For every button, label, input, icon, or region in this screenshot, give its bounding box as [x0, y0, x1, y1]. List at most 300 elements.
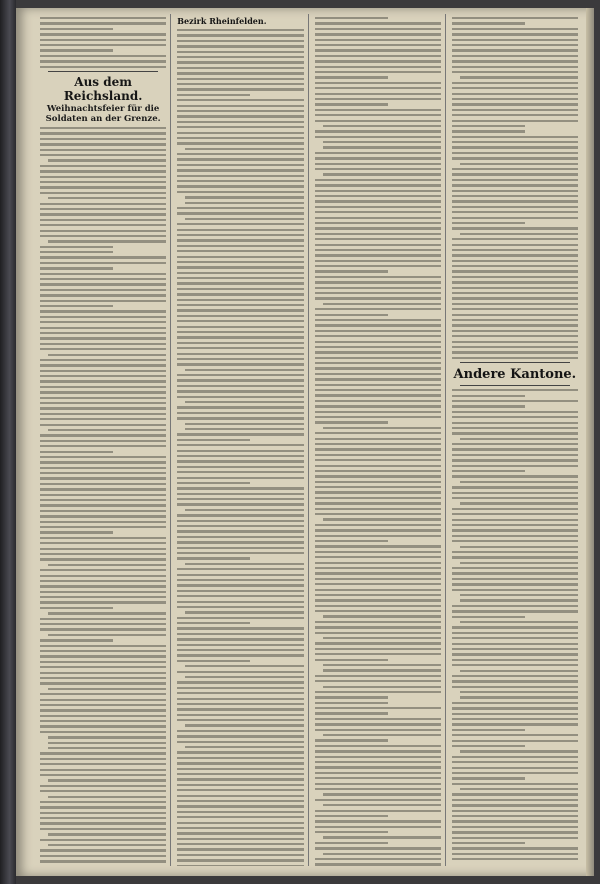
- text-line: [315, 610, 441, 612]
- text-line: [315, 750, 441, 752]
- text-line: [177, 439, 250, 441]
- text-line: [315, 120, 441, 122]
- text-line: [40, 33, 166, 35]
- text-line: [452, 567, 578, 569]
- text-columns: [40, 14, 582, 866]
- section-subheading: Weihnachtsfeier für die Soldaten an der Grenze.: [45, 104, 161, 124]
- text-line: [177, 374, 303, 376]
- text-line: [177, 547, 303, 549]
- text-line: [40, 397, 166, 399]
- text-line: [452, 136, 578, 138]
- text-line: [315, 551, 441, 553]
- text-line: [323, 804, 441, 806]
- text-line: [452, 190, 578, 192]
- text-line: [40, 186, 166, 188]
- text-line: [40, 661, 166, 663]
- text-line: [452, 804, 578, 806]
- text-line: [40, 763, 166, 765]
- text-line: [177, 212, 303, 214]
- text-line: [452, 815, 578, 817]
- text-line: [315, 217, 441, 219]
- text-line: [177, 579, 303, 581]
- text-line: [315, 712, 388, 714]
- text-line: [40, 154, 166, 156]
- text-line: [323, 518, 441, 520]
- text-line: [315, 745, 441, 747]
- text-line: [185, 746, 303, 748]
- text-line: [177, 601, 303, 603]
- text-line: [315, 653, 441, 655]
- text-line: [40, 28, 113, 30]
- text-line: [177, 768, 303, 770]
- text-line: [177, 51, 303, 53]
- text-line: [40, 127, 166, 129]
- text-line: [315, 632, 441, 634]
- text-line: [315, 109, 441, 111]
- text-line: [185, 563, 303, 565]
- text-line: [177, 714, 303, 716]
- text-line: [452, 238, 578, 240]
- text-line: [452, 303, 578, 305]
- text-line: [452, 777, 525, 779]
- text-line: [452, 702, 578, 704]
- text-line: [185, 611, 303, 613]
- text-line: [452, 508, 578, 510]
- text-line: [177, 811, 303, 813]
- text-line: [315, 276, 441, 278]
- text-line: [40, 44, 166, 46]
- text-line: [315, 98, 441, 100]
- text-line: [177, 331, 303, 333]
- text-line: [315, 599, 441, 601]
- text-line: [315, 475, 441, 477]
- text-line: [40, 246, 113, 248]
- text-line: [48, 240, 166, 242]
- text-line: [40, 418, 166, 420]
- text-line: [177, 530, 303, 532]
- text-line: [40, 138, 166, 140]
- text-line: [452, 103, 578, 105]
- text-line: [452, 432, 578, 434]
- text-line: [452, 114, 578, 116]
- text-line: [177, 390, 303, 392]
- text-line: [177, 72, 303, 74]
- text-line: [315, 556, 441, 558]
- text-line: [40, 488, 166, 490]
- text-line: [40, 655, 166, 657]
- text-line: [452, 605, 578, 607]
- text-line: [185, 218, 303, 220]
- text-line: [452, 772, 578, 774]
- text-line: [177, 719, 303, 721]
- text-line: [315, 448, 441, 450]
- text-line: [177, 832, 303, 834]
- text-line: [315, 22, 441, 24]
- text-line: [315, 373, 441, 375]
- text-line: [177, 288, 303, 290]
- text-line: [315, 502, 441, 504]
- text-line: [315, 400, 441, 402]
- text-line: [48, 354, 166, 356]
- text-line: [40, 170, 166, 172]
- text-line: [452, 675, 578, 677]
- text-line: [315, 222, 441, 224]
- text-line: [40, 860, 166, 862]
- text-line: [452, 389, 578, 391]
- text-line: [315, 341, 441, 343]
- text-line: [460, 594, 578, 596]
- text-line: [177, 347, 303, 349]
- text-line: [315, 195, 441, 197]
- text-line: [40, 639, 113, 641]
- text-line: [177, 838, 303, 840]
- text-line: [177, 703, 303, 705]
- text-line: [452, 648, 578, 650]
- text-line: [315, 297, 441, 299]
- text-line: [452, 745, 525, 747]
- text-line: [177, 762, 303, 764]
- text-line: [315, 605, 441, 607]
- text-line: [452, 729, 525, 731]
- text-line: [40, 386, 166, 388]
- text-line: [177, 784, 303, 786]
- text-line: [40, 262, 166, 264]
- text-line: [452, 448, 578, 450]
- text-line: [323, 853, 441, 855]
- text-line: [452, 465, 578, 467]
- text-line: [452, 330, 578, 332]
- text-line: [177, 239, 303, 241]
- text-line: [452, 583, 578, 585]
- text-line: [177, 627, 303, 629]
- text-line: [40, 337, 166, 339]
- text-line: [452, 616, 525, 618]
- text-line: [177, 568, 303, 570]
- text-line: [40, 548, 166, 550]
- text-line: [40, 143, 166, 145]
- book-binding: [0, 0, 16, 884]
- text-line: [40, 585, 166, 587]
- text-line: [323, 173, 441, 175]
- text-line: [452, 319, 578, 321]
- text-line: [460, 481, 578, 483]
- text-line: [40, 526, 166, 528]
- text-line: [177, 282, 303, 284]
- text-line: [452, 519, 578, 521]
- text-line: [452, 767, 578, 769]
- text-line: [177, 207, 303, 209]
- text-line: [323, 686, 441, 688]
- text-line: [40, 192, 166, 194]
- text-line: [177, 525, 303, 527]
- text-line: [40, 273, 166, 275]
- text-line: [177, 175, 303, 177]
- text-line: [452, 308, 578, 310]
- text-line: [452, 17, 578, 19]
- text-line: [315, 28, 441, 30]
- text-line: [315, 826, 441, 828]
- text-line: [452, 718, 578, 720]
- text-line: [177, 137, 303, 139]
- text-line: [315, 130, 441, 132]
- text-line: [48, 612, 166, 614]
- text-line: [48, 796, 166, 798]
- text-line: [323, 141, 441, 143]
- text-line: [452, 454, 578, 456]
- text-line: [177, 277, 303, 279]
- text-line: [40, 472, 166, 474]
- text-line: [40, 672, 166, 674]
- text-line: [40, 558, 166, 560]
- text-line: [177, 557, 250, 559]
- text-line: [452, 22, 525, 24]
- text-line: [40, 569, 166, 571]
- text-line: [315, 405, 441, 407]
- text-line: [452, 152, 578, 154]
- text-line: [315, 459, 441, 461]
- text-line: [315, 270, 388, 272]
- text-line: [452, 276, 578, 278]
- text-line: [452, 341, 578, 343]
- text-line: [460, 599, 578, 601]
- text-line: [40, 607, 113, 609]
- text-line: [177, 385, 303, 387]
- text-line: [315, 847, 441, 849]
- text-line: [315, 497, 441, 499]
- text-line: [452, 109, 578, 111]
- text-line: [315, 540, 388, 542]
- text-line: [315, 357, 441, 359]
- text-line: [177, 153, 303, 155]
- text-line: [177, 223, 303, 225]
- text-line: [452, 49, 578, 51]
- text-line: [452, 335, 578, 337]
- text-line: [177, 681, 303, 683]
- text-line: [177, 342, 303, 344]
- text-line: [452, 211, 578, 213]
- text-line: [315, 513, 441, 515]
- text-line: [40, 332, 166, 334]
- text-line: [40, 715, 166, 717]
- text-line: [452, 632, 578, 634]
- text-line: [40, 725, 166, 727]
- text-line: [452, 287, 578, 289]
- text-line: [40, 203, 166, 205]
- text-line: [452, 589, 578, 591]
- text-line: [40, 839, 166, 841]
- text-line: [185, 196, 303, 198]
- text-line: [177, 309, 303, 311]
- text-line: [40, 256, 166, 258]
- text-line: [315, 351, 441, 353]
- text-line: [452, 314, 578, 316]
- text-line: [177, 406, 303, 408]
- text-line: [315, 589, 441, 591]
- text-line: [315, 260, 441, 262]
- text-line: [40, 181, 166, 183]
- text-line: [452, 351, 578, 353]
- column-4: [452, 14, 582, 866]
- text-line: [452, 492, 578, 494]
- text-line: [452, 793, 578, 795]
- text-line: [452, 157, 578, 159]
- text-line: [40, 812, 166, 814]
- text-line: [315, 421, 388, 423]
- text-line: [452, 44, 578, 46]
- text-line: [315, 702, 388, 704]
- text-line: [40, 618, 166, 620]
- text-line: [185, 202, 303, 204]
- text-line: [315, 729, 441, 731]
- text-line: [315, 858, 441, 860]
- text-line: [315, 572, 441, 574]
- text-line: [40, 822, 166, 824]
- text-line: [177, 498, 303, 500]
- text-line: [177, 78, 303, 80]
- text-line: [315, 17, 388, 19]
- text-line: [315, 136, 441, 138]
- text-line: [452, 756, 578, 758]
- text-line: [315, 626, 441, 628]
- text-line: [452, 810, 578, 812]
- text-line: [177, 487, 303, 489]
- text-line: [452, 357, 578, 359]
- text-block: [177, 29, 303, 866]
- text-line: [315, 163, 441, 165]
- text-line: [452, 324, 578, 326]
- text-line: [315, 238, 441, 240]
- text-line: [452, 217, 578, 219]
- text-line: [452, 179, 578, 181]
- text-line: [177, 541, 303, 543]
- text-line: [40, 666, 166, 668]
- text-line: [177, 229, 303, 231]
- text-line: [323, 303, 441, 305]
- text-line: [177, 320, 303, 322]
- text-line: [452, 664, 578, 666]
- text-line: [40, 806, 166, 808]
- text-line: [460, 562, 578, 564]
- text-line: [40, 682, 166, 684]
- text-line: [48, 736, 166, 738]
- text-line: [315, 470, 441, 472]
- text-line: [177, 353, 303, 355]
- text-line: [177, 256, 303, 258]
- text-line: [315, 739, 388, 741]
- text-line: [40, 769, 166, 771]
- text-line: [460, 163, 578, 165]
- text-line: [48, 197, 166, 199]
- text-line: [315, 76, 388, 78]
- text-line: [177, 778, 303, 780]
- newspaper-page: [16, 8, 594, 876]
- text-line: [40, 165, 166, 167]
- text-line: [315, 87, 441, 89]
- text-line: [40, 424, 166, 426]
- text-line: [40, 176, 166, 178]
- text-line: [177, 444, 303, 446]
- text-line: [315, 815, 388, 817]
- text-line: [452, 475, 578, 477]
- text-line: [452, 529, 578, 531]
- text-line: [452, 653, 578, 655]
- text-line: [177, 34, 303, 36]
- text-line: [40, 278, 166, 280]
- text-line: [40, 699, 166, 701]
- text-line: [177, 460, 303, 462]
- text-line: [452, 734, 578, 736]
- text-line: [315, 777, 441, 779]
- text-line: [315, 324, 441, 326]
- divider: [460, 385, 570, 386]
- text-line: [40, 17, 166, 19]
- text-line: [452, 265, 578, 267]
- text-line: [40, 628, 166, 630]
- text-line: [40, 515, 166, 517]
- text-line: [452, 395, 525, 397]
- text-line: [177, 299, 303, 301]
- text-line: [315, 761, 441, 763]
- text-line: [315, 486, 441, 488]
- text-line: [177, 272, 303, 274]
- text-line: [315, 265, 441, 267]
- text-line: [40, 407, 166, 409]
- text-line: [452, 427, 578, 429]
- text-line: [315, 443, 441, 445]
- text-line: [452, 141, 578, 143]
- text-line: [177, 250, 303, 252]
- text-line: [452, 297, 578, 299]
- text-line: [452, 200, 578, 202]
- text-line: [177, 396, 303, 398]
- text-line: [40, 364, 166, 366]
- text-line: [460, 76, 578, 78]
- text-line: [40, 504, 166, 506]
- text-line: [315, 648, 441, 650]
- text-line: [315, 411, 441, 413]
- text-line: [315, 367, 441, 369]
- text-line: [40, 208, 166, 210]
- text-line: [177, 773, 303, 775]
- text-line: [315, 707, 441, 709]
- text-line: [452, 195, 578, 197]
- text-line: [452, 524, 578, 526]
- text-line: [40, 477, 166, 479]
- text-line: [177, 649, 303, 651]
- text-line: [315, 723, 441, 725]
- text-line: [177, 56, 303, 58]
- text-line: [452, 556, 578, 558]
- text-line: [452, 686, 578, 688]
- text-line: [452, 486, 578, 488]
- text-line: [315, 49, 441, 51]
- text-line: [177, 315, 303, 317]
- text-line: [40, 267, 113, 269]
- text-line: [177, 617, 303, 619]
- text-line: [185, 676, 303, 678]
- text-line: [48, 742, 166, 744]
- text-line: [452, 858, 578, 860]
- text-line: [40, 596, 166, 598]
- text-line: [40, 348, 166, 350]
- text-line: [177, 795, 303, 797]
- text-line: [40, 305, 113, 307]
- text-line: [315, 157, 441, 159]
- text-line: [452, 837, 578, 839]
- text-line: [315, 820, 441, 822]
- text-line: [177, 633, 303, 635]
- text-line: [315, 233, 441, 235]
